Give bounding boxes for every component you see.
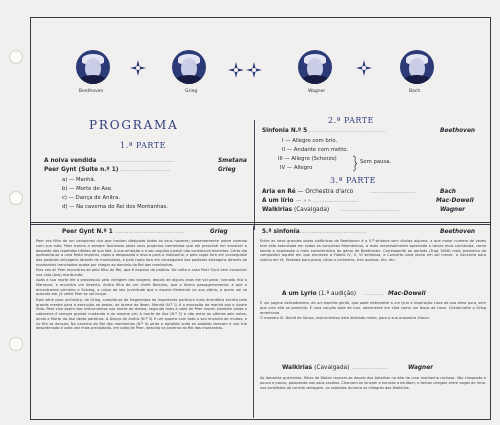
program-item-title: Sinfonia N.º 5: [262, 128, 308, 134]
symphony-movement: I — Allegro com brio.: [282, 138, 338, 144]
peer-gynt-notes: [36, 239, 247, 332]
column-divider: [254, 120, 255, 230]
program-item-title: Walkirias (Cavalgada): [262, 207, 330, 213]
ornament-star-icon: [356, 60, 372, 76]
section-divider: [30, 224, 491, 225]
composer: Wagner: [440, 207, 465, 213]
composer: Wagner: [408, 365, 433, 371]
leader-dots: .....................: [352, 365, 388, 371]
note-paragraph: Entre as nove grandes obras sinfónicas de Beethoven é a 5.ª sinfonia sem dúvida alguma, a que maior numero de vezes tem sido executada em todos os concertos filarmónicos, a mais universalmente apreciada e talvez mais conhecida, como sendo a expressão a mais característica do génio de Beethoven. Corresponde ao período (Frag 1808) mais produtivo do compositor aquele em que escreveu a Fidelio IV, V, VI sinfonias, o Concerto para piano em sol menor, o Concerto para violino em ré, Fantasia para piano, côros e orchestra, trez quatuor, etc. etc.: [260, 239, 486, 262]
lirio-notes: [260, 301, 486, 321]
note-title: Peer Gynt N.º 1: [62, 229, 113, 235]
symphony-movement: III — Allegro (Scherzo): [278, 156, 337, 162]
ornament-star-icon: [130, 60, 146, 76]
program-item-title: A noiva vendida: [44, 158, 97, 164]
beethoven-portrait: [76, 50, 110, 84]
note-title: 5.ª sinfonia: [262, 229, 300, 235]
program-item-title: Peer Gynt (Suite n.º 1): [44, 167, 119, 173]
column-divider: [253, 226, 254, 418]
program-item-title: Aria en Ré — Orchestra d'arco: [262, 189, 354, 195]
leader-dots: ...................................................: [300, 128, 386, 134]
composer: Smetana: [218, 158, 247, 164]
portrait-caption: Beethoven: [79, 89, 104, 94]
parte-3-heading: 3.ª PARTE: [330, 176, 376, 185]
portrait-caption: Grieg: [185, 89, 198, 94]
note-title: A um Lyrio (1.ª audição): [282, 291, 357, 297]
wagner-portrait: [298, 50, 332, 84]
note-paragraph: É um pagina delicadissima, de um espirito gentil, que pode intérpretar a um lyrio a inspiração clara da sua alma pura, sem que com ella se parecido. É uma canção toda de luar, adormente em côro como um bloco de neve. Cheiarnuthe o Grieg americano.: [260, 301, 486, 315]
composer: Grieg: [210, 229, 228, 235]
sinfonia-notes: [260, 239, 486, 263]
grieg-portrait: [172, 50, 206, 84]
sem-pausa-note: Sem pausa.: [360, 159, 392, 165]
suite-movement: b) — Morte de Ase.: [62, 186, 113, 192]
parte-1-heading: 1.ª PARTE: [120, 141, 166, 150]
symphony-movement: II — Andante com motto.: [282, 147, 349, 153]
leader-dots: ............: [364, 291, 385, 297]
note-paragraph: Eles vos ali Peer encontrou-se pelo filho do Rei, que é expulso do palácio. De volta a casa Peer Gynt vem encontrar sua vida (Ase) moribunda.: [36, 268, 247, 277]
symphony-movement: IV — Allegro: [280, 165, 313, 171]
composer: Mac-Dowell: [388, 291, 426, 297]
composer: Beethoven: [440, 229, 475, 235]
portrait-caption: Bach: [409, 89, 421, 94]
punch-hole: [9, 50, 23, 64]
leader-dots: — » » ...........................: [296, 198, 359, 204]
section-divider: [30, 222, 491, 223]
suite-movement: d) — Na caverna do Rei dos Montanhas.: [62, 204, 168, 210]
bach-portrait: [400, 50, 434, 84]
note-title: Walkirias (Cavalgada): [282, 365, 350, 371]
punch-hole: [9, 191, 23, 205]
ornament-star-icon: [246, 62, 262, 78]
composer: Mac-Dowell: [436, 198, 474, 204]
note-paragraph: Este série para orchestra, de Grieg, compõe-se de fragmentos da importante partitura mais dramática escrita pelo grande mestre para a execução no teatro, do drama de Ibsen. Manhã (N.º 1) é a evocação da manhã sob a ilustre Vida. Peer vive assim dos instrumentos sua morte do drama, segundo mais a calie de Peer morre; também ainda a cabeceira é sempre grande mudando e da mesma via; A morte de Ase (N.º 2) e não entre as ultimas seis notas; ainda a Morte da Ase desta partitura. A Dança de Anitra (N.º 3) é um quadro com todo o seu encanto de muitos; e no fim as danças; Na caverna do Rei das montanhas (N.º 4) pinta o episódio onde os sobaldo dancam e vos tria desordenado e cada vez mais precipitado, em volta de Peer, descido na caverna do Rei das montanhas.: [36, 297, 247, 331]
punch-hole: [9, 337, 23, 351]
note-paragraph: O maestro Sr. David de Souza, instrumentou este delicado mimo, para a sua orquestra d'arco.: [260, 315, 430, 320]
suite-movement: a) — Manhã.: [62, 177, 96, 183]
walkirias-notes: [260, 376, 486, 391]
program-item-title: A um lírio: [262, 198, 294, 204]
composer: Beethoven: [440, 128, 475, 134]
leader-dots: ..............................: [120, 167, 171, 173]
portrait-caption: Wagner: [308, 89, 326, 94]
leader-dots: ...................................: [340, 207, 399, 213]
note-paragraph: Peer era filho de um camponez rico que haviam dissipado todos os seus haveres; presentemente pobre vivendo com sua mãe, Peer tronha a sempre fascinado pelos seus projectos tremendos que ele prescindi em envolver a despeito das repetidas tribões de sua Ilba. A sua ambição e a seu orgulho juvenil não conhecium barreiras. Certo dia apresenta-se a uma festa imperial, rapta a desposada e leva-a para a montanha, e pelo rapto fora em conseguiste das pastores selvagens através de montanhas, e pelo rapto fora em conseguiste das pastores selvagens através de montanhas tronchados acaba por chegar ao dominio do Rei das montanhas.: [36, 239, 247, 267]
leader-dots: .........................................: [115, 229, 185, 235]
composer: Grieg: [218, 167, 236, 173]
note-paragraph: As donzelas guerreiras, filhas de Wotan reunem-se depois dos batalhas no alto de uma montanha rochosa. Vão chegando a pouco e pouco, golopando nos seus cavalos. Chamam-se lançam e escutas a exultam; e tantos chegam entre vagas de Irma, nos turbilhões da corrida selvagem, os soldados durante os milagres das Walkirias.: [260, 376, 487, 390]
suite-movement: c) — Dança de Anitra.: [62, 195, 121, 201]
leader-dots: .........................................: [298, 229, 368, 235]
ornament-star-icon: [228, 62, 244, 78]
programa-title: PROGRAMA: [89, 118, 179, 132]
leader-dots: ...........................: [370, 189, 416, 195]
note-paragraph: Após a sua morte ele o prosseguiu pela vertigem das viagens; depois de alguns anos ele vai parar, tornado rico a Marrocos, e encontra um deserto, Anitra filha de um chefe Beduíno, que o divers passageiramente; e que o encontrando primeiro a Solveig, a noiva do seu juventude que o espera fielmente na sua pátria, a quem vai se ausente ele, já velho Peer se vai lançar.: [36, 278, 247, 297]
leader-dots: ............................................: [100, 158, 175, 164]
composer: Bach: [440, 189, 456, 195]
parte-2-heading: 2.ª PARTE: [328, 116, 374, 125]
brace-icon: [352, 155, 357, 172]
